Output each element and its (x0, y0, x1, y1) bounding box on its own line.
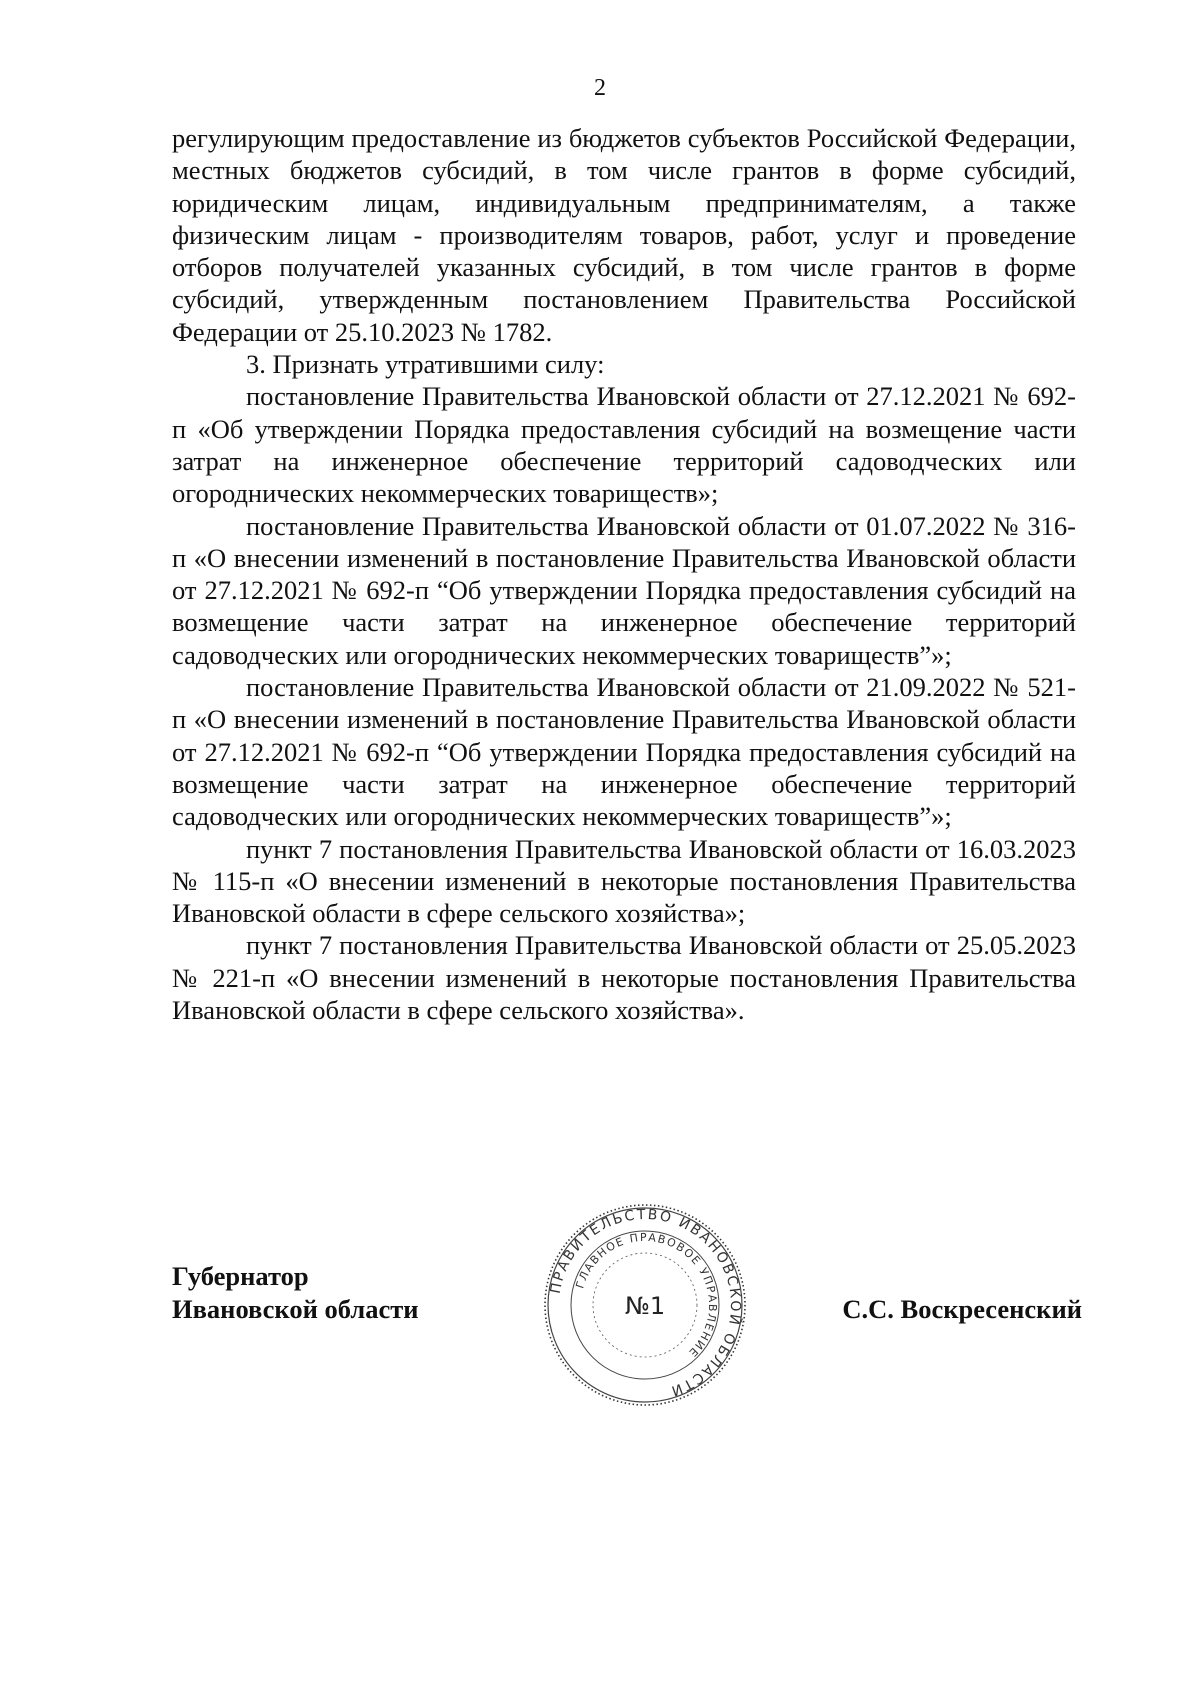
signatory-position (172, 1260, 419, 1326)
paragraph-repealed-115: пункт 7 постановления Правительства Ивановской области от 16.03.2023 № 115-п «О внесении изменений в некоторые постановления Правительства Ивановской области в сфере сельского хозяйства»; (172, 833, 1076, 929)
document-body (172, 122, 1076, 1026)
page-number: 2 (594, 75, 606, 101)
paragraph-repealed-521: постановление Правительства Ивановской области от 21.09.2022 № 521-п «О внесении изменений в постановление Правительства Ивановской области от 27.12.2021 № 692-п “Об утверждении Порядка предоставления субсидий на возмещение части затрат на инженерное обеспечение территорий садоводческих или огороднических некоммерческих товариществ”»; (172, 672, 1076, 832)
signatory-name: С.С. Воскресенский (842, 1294, 1082, 1324)
paragraph-repealed-221: пункт 7 постановления Правительства Ивановской области от 25.05.2023 № 221-п «О внесении изменений в некоторые постановления Правительства Ивановской области в сфере сельского хозяйства». (172, 930, 1076, 1026)
paragraph-repealed-316: постановление Правительства Ивановской области от 01.07.2022 № 316-п «О внесении изменений в постановление Правительства Ивановской области от 27.12.2021 № 692-п “Об утверждении Порядка предоставления субсидий на возмещение части затрат на инженерное обеспечение территорий садоводческих или огороднических некоммерческих товариществ”»; (172, 510, 1076, 670)
signatory-position-line2: Ивановской области (172, 1294, 419, 1324)
paragraph-repealed-692: постановление Правительства Ивановской области от 27.12.2021 № 692-п «Об утверждении Порядка предоставления субсидий на возмещение части затрат на инженерное обеспечение территорий садоводческих или огороднических некоммерческих товариществ»; (172, 381, 1076, 509)
stamp-outer-text: ПРАВИТЕЛЬСТВО ИВАНОВСКОЙ ОБЛАСТИ (547, 1206, 744, 1400)
stamp-number: №1 (624, 1292, 666, 1320)
signatory-position-line1: Губернатор (172, 1261, 309, 1291)
paragraph-item-3: 3. Признать утратившими силу: (246, 349, 605, 380)
stamp-inner-text: ГЛАВНОЕ ПРАВОВОЕ УПРАВЛЕНИЕ (573, 1230, 720, 1361)
official-stamp-icon (540, 1200, 750, 1410)
paragraph-continuation: регулирующим предоставление из бюджетов субъектов Российской Федерации, местных бюджетов субсидий, в том числе грантов в форме субсидий, юридическим лицам, индивидуальным предпринимателям, а также физическим лицам - производителям товаров, работ, услуг и проведение отборов получателей указанных субсидий, в том числе грантов в форме субсидий, утвержденным постановлением Правительства Российской Федерации от 25.10.2023 № 1782. (172, 123, 1076, 347)
